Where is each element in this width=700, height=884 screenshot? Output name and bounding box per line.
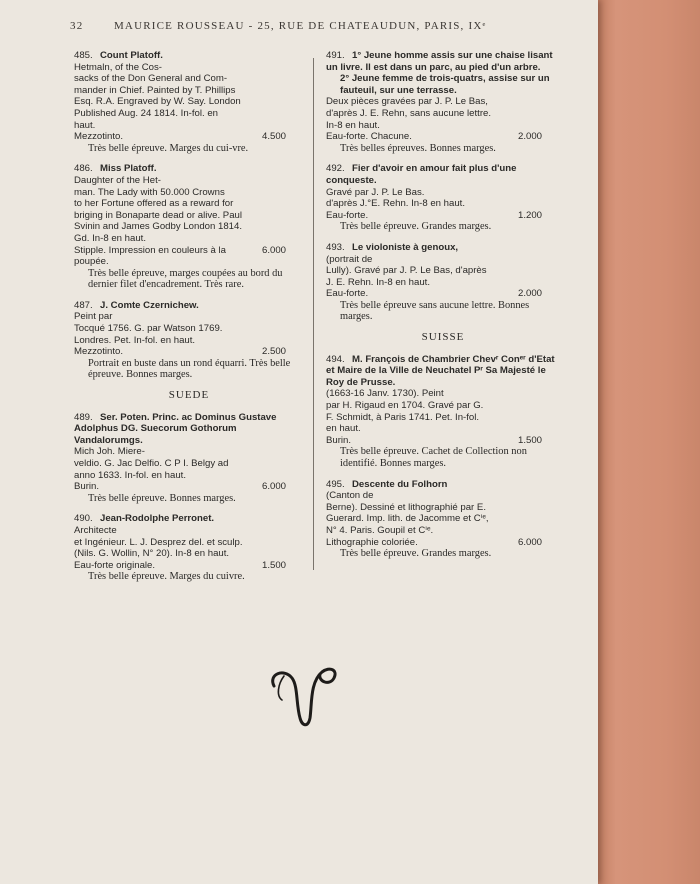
entry-description-line: Gravé par J. P. Le Bas.	[326, 186, 425, 198]
entry-price: 2.500	[261, 346, 286, 358]
entry-technique: Stipple. Impression en couleurs à la poupée.	[74, 244, 226, 268]
entry-head	[74, 50, 304, 62]
right-column	[326, 50, 560, 569]
entry-number: 489.	[74, 411, 93, 423]
entry-price: 2.000	[517, 131, 542, 143]
entry-list-d	[326, 354, 560, 560]
entry-number: 493.	[326, 241, 345, 253]
entry-price-line	[326, 210, 560, 222]
entry-title: Count Platoff.	[100, 50, 163, 61]
catalog-entry	[326, 50, 560, 154]
entry-technique: Burin.	[326, 434, 352, 446]
page-number: 32	[70, 20, 84, 32]
left-column	[74, 50, 304, 592]
entry-description-line: sacks of the Don General and Com-	[74, 73, 228, 85]
entry-description-line: Daughter of the Het-	[74, 174, 161, 186]
entry-head	[326, 163, 560, 186]
catalog-entry	[74, 163, 304, 291]
entry-technique: Eau-forte.	[326, 288, 369, 300]
entry-description-line: J. E. Rehn. In-8 en haut.	[326, 276, 430, 288]
entry-technique: Eau-forte originale.	[74, 559, 156, 571]
entry-technique: Burin.	[74, 481, 100, 493]
entry-title: Jean-Rodolphe Perronet.	[100, 513, 215, 525]
entry-price: 1.500	[517, 434, 542, 446]
entry-title: M. François de Chambrier Chevʳ Conᵉʳ d'Etat et Maire de la Ville de Neuchatel Pʳ Sa Majesté le Roy de Prusse.	[326, 353, 555, 388]
catalog-entry	[326, 479, 560, 560]
entry-description-line: Deux pièces gravées par J. P. Le Bas,	[326, 96, 488, 108]
entry-description-line: (Canton de	[326, 490, 374, 502]
entry-remark: Portrait en buste dans un rond équarri. Très belle épreuve. Bonnes marges.	[88, 357, 291, 381]
entry-description-line: d'après J. E. Rehn, sans aucune lettre.	[326, 107, 492, 119]
entry-subtitle	[326, 73, 560, 96]
entry-description-line: Guerard. Imp. lith. de Jacomme et Cⁱᵉ,	[326, 513, 489, 525]
entry-remark: Très belle épreuve. Cachet de Collection non identifié. Bonnes marges.	[340, 446, 527, 469]
entry-number: 485.	[74, 50, 93, 61]
entry-remark: Très belle épreuve, marges coupées au bord du dernier filet d'encadrement. Très rare.	[88, 267, 283, 291]
entry-technique: Lithographie coloriée.	[326, 536, 418, 548]
entry-description-line: Esq. R.A. Engraved by W. Say. London	[74, 96, 241, 108]
entry-description-line: veldio. G. Jac Delfio. C P I. Belgy ad	[74, 458, 229, 469]
entry-price-line	[74, 560, 304, 572]
entry-price-line	[74, 131, 304, 143]
entry-price: 4.500	[261, 131, 286, 143]
entry-description-line: Mich Joh. Miere-	[74, 446, 145, 458]
entry-description-line: to her Fortune offered as a reward for	[74, 198, 234, 210]
entry-head	[74, 412, 304, 447]
entry-head	[74, 163, 304, 175]
running-title: MAURICE ROUSSEAU - 25, RUE DE CHATEAUDUN, PARIS, IXᵉ	[113, 20, 487, 32]
entry-description-line: par H. Rigaud en 1704. Gravé par G.	[326, 400, 484, 412]
entry-list-c	[326, 50, 560, 323]
entry-description-line: haut.	[74, 119, 96, 131]
catalog-entry	[326, 242, 560, 323]
entry-head	[326, 50, 560, 73]
entry-description-line: Gd. In-8 en haut.	[74, 232, 146, 244]
entry-title: Le violoniste à genoux,	[352, 241, 459, 253]
entry-list-a	[74, 50, 304, 381]
entry-title: J. Comte Czernichew.	[100, 299, 199, 311]
entry-title-second: 2° Jeune femme de trois-quatrs, assise sur un fauteuil, sur une terrasse.	[340, 73, 550, 96]
entry-description-line: d'après J.°E. Rehn. In-8 en haut.	[326, 198, 465, 210]
entry-head	[326, 242, 560, 254]
entry-description-line: man. The Lady with 50.000 Crowns	[74, 186, 225, 198]
entry-price: 1.200	[517, 209, 542, 221]
entry-title: Ser. Poten. Princ. ac Dominus Gustave Adolphus DG. Suecorum Gothorum Vandalorumgs.	[74, 411, 277, 446]
entry-description-line: Svinin and James Godby London 1814.	[74, 221, 243, 233]
entry-description-line: (portrait de	[326, 253, 373, 265]
entry-description-line: anno 1633. In-fol. en haut.	[74, 469, 187, 481]
entry-price-line	[74, 346, 304, 358]
catalog-entry	[74, 300, 304, 381]
entry-description-line: mander in Chief. Painted by T. Phillips	[74, 84, 236, 96]
entry-description-line: et Ingénieur. L. J. Desprez del. et sculp.	[74, 536, 243, 548]
entry-price-line	[326, 435, 560, 447]
entry-number: 490.	[74, 513, 93, 525]
entry-price-line	[74, 245, 304, 268]
entry-price: 2.000	[517, 288, 542, 300]
entry-number: 495.	[326, 478, 345, 490]
entry-description-line: Lully). Gravé par J. P. Le Bas, d'après	[326, 265, 487, 277]
entry-technique: Eau-forte. Chacune.	[326, 131, 412, 143]
catalog-entry	[74, 513, 304, 583]
entry-number: 487.	[74, 299, 93, 311]
entry-remark: Très belle épreuve. Grandes marges.	[340, 548, 492, 560]
entry-description-line: In-8 en haut.	[326, 119, 380, 131]
entry-price: 1.500	[261, 559, 286, 571]
entry-remark: Très belle épreuve. Marges du cuivre.	[88, 571, 245, 583]
entry-title: Descente du Folhorn	[352, 478, 448, 490]
entry-title: 1° Jeune homme assis sur une chaise lisant un livre. Il est dans un parc, au pied d'un arbre.	[326, 50, 553, 73]
entry-remark: Très belle épreuve. Grandes marges.	[340, 221, 492, 233]
entry-description-line: Hetmaln, of the Cos-	[74, 61, 162, 73]
entry-description-line: (Nils. G. Wollin, N° 20). In-8 en haut.	[74, 548, 230, 560]
catalog-entry	[326, 354, 560, 470]
entry-remark: Très belle épreuve sans aucune lettre. Bonnes marges.	[340, 299, 530, 323]
entry-description-line: N° 4. Paris. Goupil et Cⁱᵉ.	[326, 524, 434, 536]
catalog-entry	[326, 163, 560, 233]
entry-remark: Très belle épreuve. Marges du cui-vre.	[88, 142, 249, 154]
entry-price: 6.000	[261, 244, 286, 256]
entry-description-line: F. Schmidt, à Paris 1741. Pet. In-fol.	[326, 411, 480, 423]
catalog-entry	[74, 50, 304, 154]
entry-technique: Eau-forte.	[326, 209, 369, 221]
entry-head	[326, 479, 560, 491]
flourish-ornament-icon	[266, 656, 346, 736]
entry-number: 491.	[326, 50, 345, 61]
entry-price-line	[326, 288, 560, 300]
entry-technique: Mezzotinto.	[74, 346, 124, 358]
entry-head	[326, 354, 560, 389]
entry-description-line: en haut.	[326, 423, 361, 435]
entry-remark: Très belles épreuves. Bonnes marges.	[340, 142, 496, 154]
entry-description-line: (1663-16 Janv. 1730). Peint	[326, 388, 444, 400]
entry-number: 492.	[326, 163, 345, 175]
entry-price: 6.000	[261, 481, 286, 493]
section-heading-suede: SUEDE	[168, 389, 210, 402]
entry-description-line: Published Aug. 24 1814. In-fol. en	[74, 107, 219, 119]
catalog-entry	[74, 412, 304, 505]
section-heading-suisse: SUISSE	[421, 331, 465, 344]
entry-description-line: Architecte	[74, 524, 117, 536]
entry-remark: Très belle épreuve. Bonnes marges.	[88, 492, 236, 504]
entry-price: 6.000	[517, 536, 542, 548]
entry-price-line	[326, 537, 560, 549]
cover-edge	[588, 0, 700, 884]
entry-number: 486.	[74, 163, 93, 175]
page-header	[70, 20, 590, 32]
entry-description-line: briging in Bonaparte dead or alive. Paul	[74, 209, 243, 221]
entry-price-line	[326, 131, 560, 143]
entry-number: 494.	[326, 353, 345, 365]
entry-head	[74, 300, 304, 312]
entry-head	[74, 513, 304, 525]
entry-title: Fier d'avoir en amour fait plus d'une conqueste.	[326, 163, 517, 186]
entry-technique: Mezzotinto.	[74, 131, 124, 143]
entry-description-line: Peint par	[74, 311, 113, 323]
column-divider	[313, 58, 314, 570]
entry-price-line	[74, 481, 304, 493]
entry-description-line: Berne). Dessiné et lithographié par E.	[326, 501, 486, 513]
entry-title: Miss Platoff.	[100, 163, 157, 175]
entry-description-line: Tocqué 1756. G. par Watson 1769.	[74, 323, 223, 335]
entry-list-b	[74, 412, 304, 583]
entry-description-line: Londres. Pet. In-fol. en haut.	[74, 334, 196, 346]
